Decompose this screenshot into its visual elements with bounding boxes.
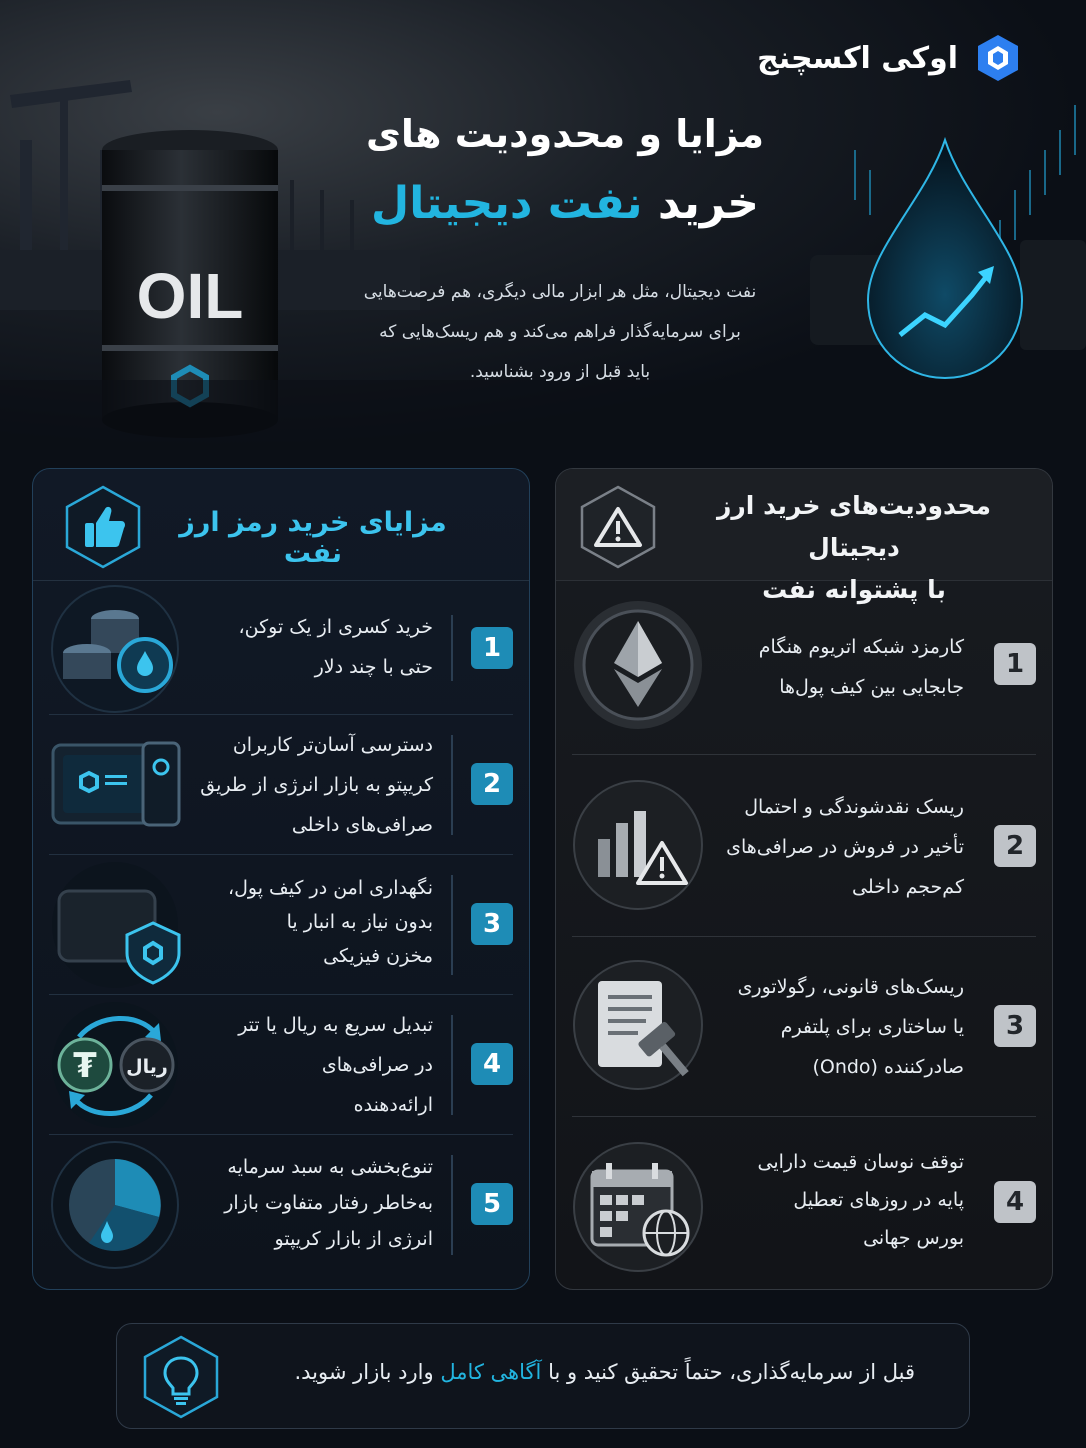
item-line: دسترسی آسان‌تر کاربران (232, 734, 433, 756)
devices-icon (49, 719, 181, 851)
item-line: مخزن فیزیکی (323, 945, 433, 967)
item-line: بورس جهانی (863, 1227, 964, 1249)
legal-gavel-icon (572, 959, 704, 1091)
advantage-item (49, 995, 513, 1135)
coins-stack-icon (49, 583, 181, 715)
chart-warning-icon (572, 779, 704, 911)
footer-text-after: وارد بازار شوید. (294, 1360, 434, 1384)
item-line: جابجایی بین کیف پول‌ها (779, 676, 964, 698)
item-text (163, 1149, 433, 1257)
item-number-badge: 1 (994, 643, 1036, 685)
item-text (674, 627, 964, 707)
brand-name: اوکی اکسچنج (757, 40, 958, 76)
title-line: محدودیت‌های خرید ارز دیجیتال (717, 491, 991, 562)
item-text (674, 1143, 964, 1257)
thumbs-up-icon (61, 483, 145, 571)
limitation-item (572, 937, 1036, 1117)
advantages-title: مزایای خرید رمز ارز نفت (179, 507, 447, 569)
item-line: در صرافی‌های (321, 1054, 433, 1076)
item-line: انرژی از بازار کریپتو (274, 1228, 433, 1250)
item-number-badge: 4 (471, 1043, 513, 1085)
item-line: تبدیل سریع به ریال یا تتر (238, 1014, 433, 1036)
hero-section (0, 0, 1086, 450)
intro-line: نفت دیجیتال، مثل هر ابزار مالی دیگری، هم فرصت‌هایی (363, 282, 757, 302)
item-line: صرافی‌های داخلی (291, 814, 433, 836)
footer-text-accent: آگاهی کامل (440, 1360, 542, 1384)
okex-logo-icon (972, 32, 1024, 84)
item-text (674, 787, 964, 907)
footer-text (294, 1360, 915, 1384)
item-number-badge: 2 (471, 763, 513, 805)
page-title-line2 (330, 178, 800, 229)
item-number-badge: 4 (994, 1181, 1036, 1223)
item-line: بدون نیاز به انبار یا (286, 911, 433, 933)
item-line: خرید کسری از یک توکن، (238, 616, 433, 638)
divider (451, 1015, 453, 1115)
advantage-item (49, 581, 513, 715)
divider (451, 875, 453, 975)
item-number-badge: 5 (471, 1183, 513, 1225)
footer-text-before: قبل از سرمایه‌گذاری، حتماً تحقیق کنید و با (548, 1360, 915, 1384)
wallet-shield-icon (49, 859, 181, 991)
warning-icon (576, 483, 660, 571)
advantages-header (33, 469, 529, 581)
ethereum-icon (572, 599, 704, 731)
intro-text (340, 272, 780, 392)
page-title-line1: مزایا و محدودیت های (366, 112, 764, 156)
title-line: با پشتوانه نفت (762, 575, 946, 604)
item-number-badge: 3 (994, 1005, 1036, 1047)
limitation-item (572, 1117, 1036, 1289)
svg-text:₮: ₮ (73, 1046, 97, 1086)
limitation-item (572, 755, 1036, 937)
title-prefix: خرید (657, 178, 759, 229)
item-line: پایه در روزهای تعطیل (793, 1189, 964, 1211)
advantage-item (49, 715, 513, 855)
advantage-item (49, 855, 513, 995)
item-line: کریپتو به بازار انرژی از طریق (200, 774, 433, 796)
footer-tip (116, 1323, 970, 1429)
item-text (163, 607, 433, 687)
item-text (163, 1005, 433, 1125)
divider (451, 615, 453, 681)
limitations-panel (555, 468, 1053, 1290)
item-text (163, 871, 433, 973)
intro-line: باید قبل از ورود بشناسید. (469, 362, 651, 382)
item-line: ریسک‌های قانونی، رگولاتوری (737, 976, 964, 998)
brand[interactable] (757, 32, 1024, 84)
barrel-label: OIL (136, 260, 244, 332)
advantage-item (49, 1135, 513, 1275)
intro-line: برای سرمایه‌گذار فراهم می‌کند و هم ریسک‌هایی که (379, 322, 741, 342)
item-line: تأخیر در فروش در صرافی‌های (726, 836, 964, 858)
item-line: ارائه‌دهنده (353, 1094, 433, 1116)
item-line: صادرکننده (Ondo) (812, 1056, 964, 1078)
lightbulb-icon (139, 1334, 223, 1420)
limitation-item (572, 581, 1036, 755)
item-number-badge: 3 (471, 903, 513, 945)
exchange-icon (49, 999, 181, 1131)
advantages-panel (32, 468, 530, 1290)
rial-badge-label: ریال (126, 1056, 168, 1078)
oil-drop-icon (868, 140, 1022, 378)
item-line: کارمزد شبکه اتریوم هنگام (758, 636, 964, 658)
item-line: کم‌حجم داخلی (852, 876, 964, 898)
limitations-header (556, 469, 1052, 604)
item-number-badge: 2 (994, 825, 1036, 867)
item-line: نگهداری امن در کیف پول، (227, 877, 433, 899)
item-line: حتی با چند دلار (314, 656, 433, 678)
item-line: به‌خاطر رفتار متفاوت بازار (224, 1192, 433, 1214)
item-line: تنوع‌بخشی به سبد سرمایه (227, 1156, 433, 1178)
pie-chart-icon (49, 1139, 181, 1271)
item-text (674, 967, 964, 1087)
calendar-globe-icon (572, 1141, 704, 1273)
item-line: یا ساختاری برای پلتفرم (780, 1016, 964, 1038)
item-number-badge: 1 (471, 627, 513, 669)
divider (451, 735, 453, 835)
item-line: توقف نوسان قیمت دارایی (757, 1151, 964, 1173)
divider (451, 1155, 453, 1255)
item-text (163, 725, 433, 845)
item-line: ریسک نقدشوندگی و احتمال (744, 796, 964, 818)
title-accent: نفت دیجیتال (371, 178, 643, 229)
